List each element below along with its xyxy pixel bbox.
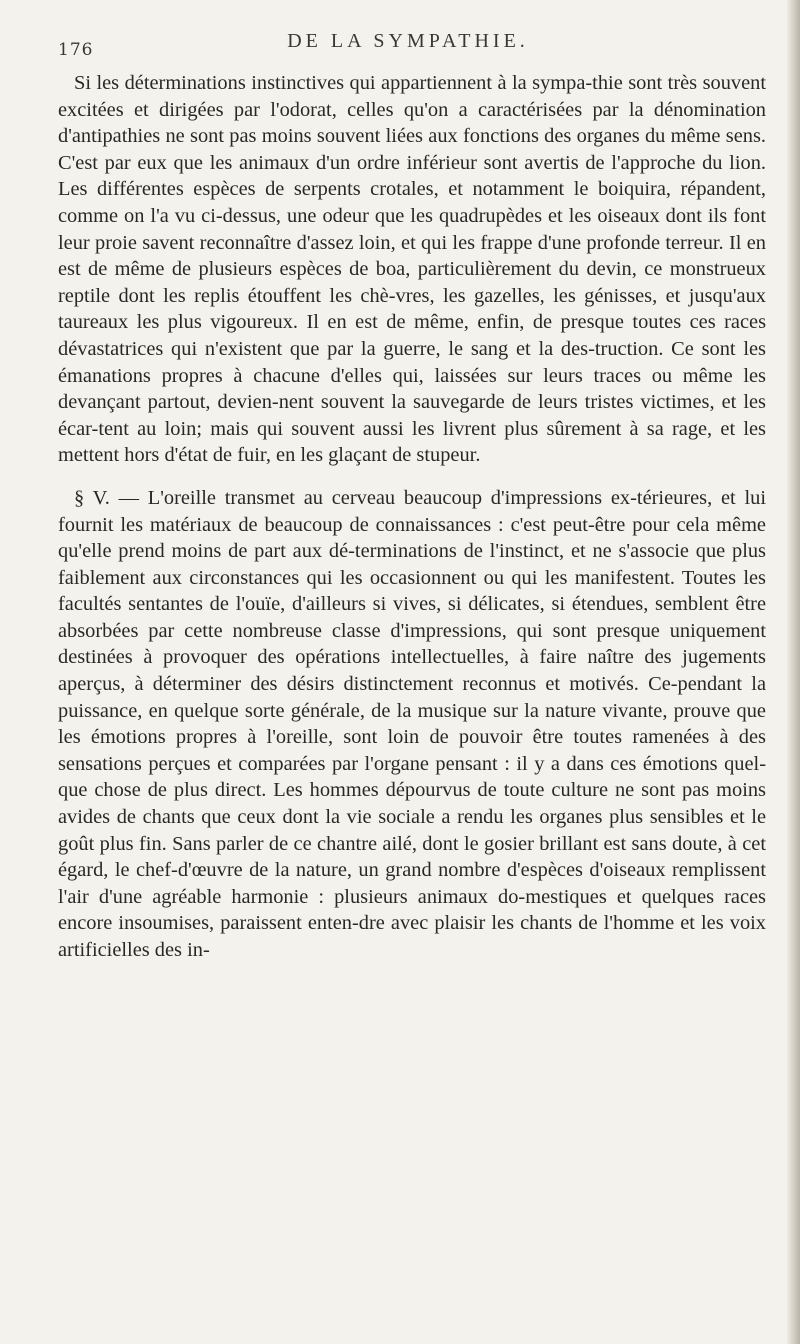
page-edge-shadow (786, 0, 800, 1344)
running-head (58, 30, 758, 58)
paragraph-odorat: Si les déterminations instinctives qui appartiennent à la sympa-thie sont très souvent excitées et dirigées par l'odorat, celles qu'on a caractérisées par la dénomination d'antipathies ne sont pas moins souvent liées aux fonctions des organes du même sens. C'est par eux que les animaux d'un ordre inférieur sont avertis de l'approche du lion. Les différentes espèces de serpents crotales, et notamment le boiquira, répandent, comme on l'a vu ci-dessus, une odeur que les quadrupèdes et les oiseaux dont ils font leur proie savent reconnaître d'assez loin, et qui les frappe d'une profonde terreur. Il en est de même de plusieurs espèces de boa, particulièrement du devin, ce monstrueux reptile dont les replis étouffent les chè-vres, les gazelles, les génisses, et jusqu'aux taureaux les plus vigoureux. Il en est de même, enfin, de presque toutes ces races dévastatrices qui n'existent que par la guerre, le sang et la des-truction. Ce sont les émanations propres à chacune d'elles qui, laissées sur leurs traces ou même les devançant partout, devien-nent souvent la sauvegarde de leurs tristes victimes, et les écar-tent au loin; mais qui souvent aussi les livrent plus sûrement à sa rage, et les mettent hors d'état de fuir, en les glaçant de stupeur. (58, 72, 766, 467)
page-number: 176 (58, 40, 94, 60)
body-text (58, 70, 766, 964)
paragraph-oreille: § V. — L'oreille transmet au cerveau beaucoup d'impressions ex-térieures, et lui fournit les matériaux de beaucoup de connaissances : c'est peut-être pour cela même qu'elle prend moins de part aux dé-terminations de l'instinct, et ne s'associe que plus faiblement aux circonstances qui les occasionnent ou qui les manifestent. Toutes les facultés sentantes de l'ouïe, d'ailleurs si vives, si délicates, si étendues, semblent être absorbées par cette nombreuse classe d'impressions, qui sont presque uniquement destinées à provoquer des opérations intellectuelles, à faire naître des jugements aperçus, à déterminer des désirs distinctement reconnus et motivés. Ce-pendant la puissance, en quelque sorte générale, de la musique sur la nature vivante, prouve que les émotions propres à l'oreille, sont loin de pouvoir être toutes ramenées à des sensations perçues et comparées par l'organe pensant : il y a dans ces émotions quel-que chose de plus direct. Les hommes dépourvus de toute culture ne sont pas moins avides de chants que ceux dont la vie sociale a rendu les organes plus sensibles et le goût plus fin. Sans parler de ce chantre ailé, dont le gosier brillant est sans doute, à cet égard, le chef-d'œuvre de la nature, un grand nombre d'espèces d'oiseaux remplissent l'air d'une agréable harmonie : plusieurs animaux do-mestiques et quelques races encore insoumises, paraissent enten-dre avec plaisir les chants de l'homme et les voix artificielles des in- (58, 486, 766, 961)
running-title: DE LA SYMPATHIE. (287, 30, 529, 52)
